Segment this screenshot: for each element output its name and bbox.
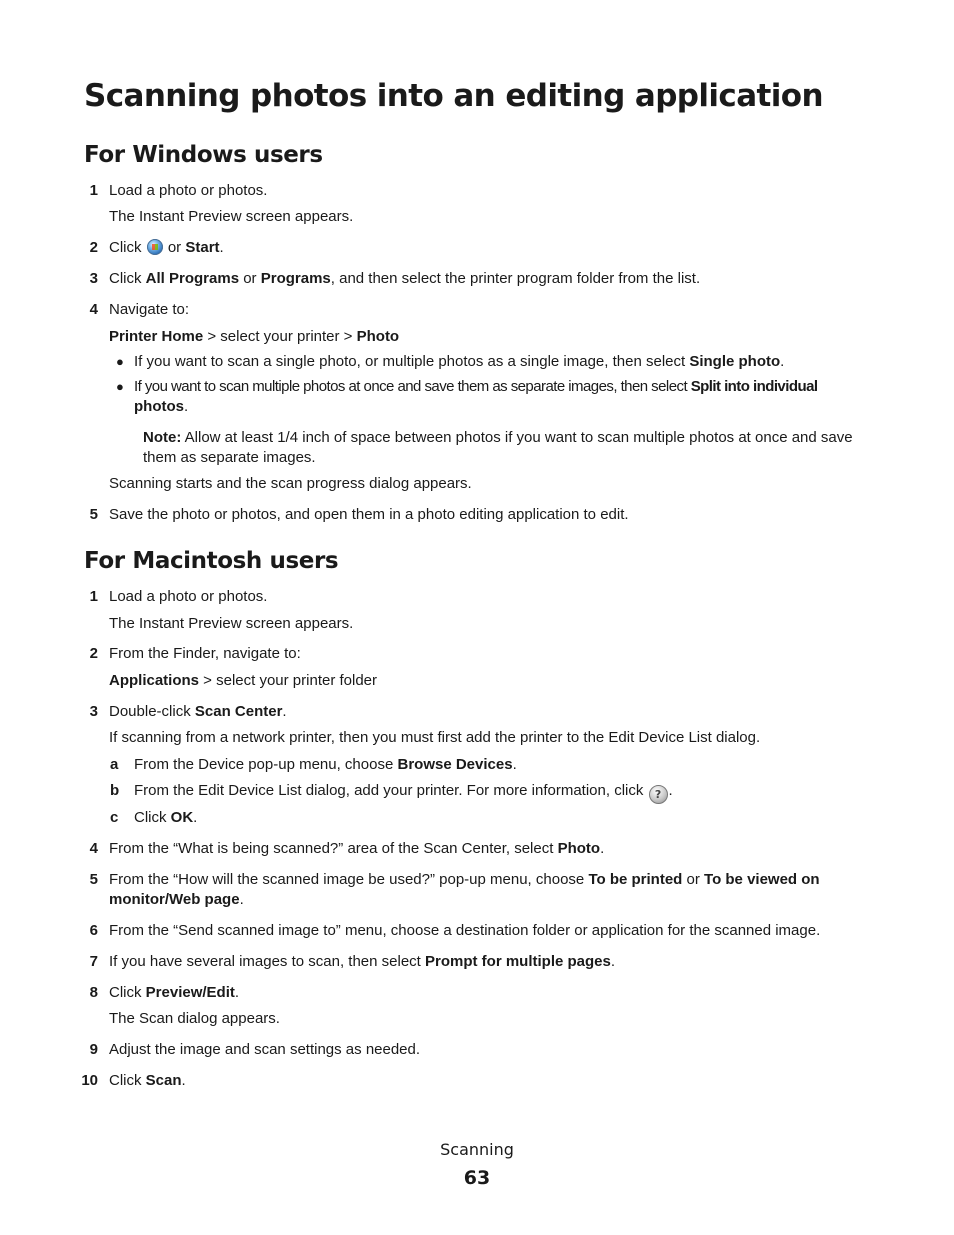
step-number: 3: [89, 703, 98, 720]
navigation-path: Applications > select your printer folder: [109, 672, 378, 689]
windows-start-icon: [147, 239, 163, 255]
step-number: 8: [89, 984, 98, 1001]
bullet-text: If you want to scan multiple photos at once and save them as separate images, then select Split into individual: [134, 378, 818, 395]
step-text: Adjust the image and scan settings as needed.: [109, 1041, 421, 1058]
step-text: Load a photo or photos.: [109, 588, 268, 605]
step-text: If you have several images to scan, then select Prompt for multiple pages.: [109, 953, 616, 970]
step-text: From the “What is being scanned?” area of the Scan Center, select Photo.: [109, 840, 605, 857]
step-text: Click All Programs or Programs, and then select the printer program folder from the list.: [109, 270, 701, 287]
substep-letter: a: [110, 756, 119, 773]
step-text: Double-click Scan Center.: [109, 703, 287, 720]
step-number: 3: [89, 270, 98, 287]
navigation-path: Printer Home > select your printer > Photo: [109, 328, 400, 345]
section-heading-macintosh: For Macintosh users: [84, 548, 339, 574]
step-text: From the “Send scanned image to” menu, choose a destination folder or application for the scanned image.: [109, 922, 821, 939]
bullet-text: If you want to scan a single photo, or multiple photos as a single image, then select Single photo.: [134, 353, 785, 370]
step-text: Load a photo or photos.: [109, 182, 268, 199]
step-subtext: The Instant Preview screen appears.: [109, 615, 354, 632]
footer-section-name: Scanning: [440, 1140, 514, 1159]
step-subtext: Scanning starts and the scan progress dialog appears.: [109, 475, 472, 492]
step-number: 9: [89, 1041, 98, 1058]
step-text: Click Scan.: [109, 1072, 186, 1089]
bullet-text-continued: photos.: [134, 398, 189, 415]
step-number: 5: [89, 871, 98, 888]
step-text: From the “How will the scanned image be used?” pop-up menu, choose To be printed or To be viewed on: [109, 871, 820, 888]
step-subtext: If scanning from a network printer, then you must first add the printer to the Edit Device List dialog.: [109, 729, 761, 746]
step-number: 2: [89, 645, 98, 662]
step-text: Click Preview/Edit.: [109, 984, 240, 1001]
step-number: 2: [89, 239, 98, 256]
step-number: 4: [89, 840, 98, 857]
step-subtext: The Instant Preview screen appears.: [109, 208, 354, 225]
note-text-continued: them as separate images.: [143, 449, 316, 466]
substep-text: From the Edit Device List dialog, add your printer. For more information, click ? .: [134, 781, 673, 804]
section-heading-windows: For Windows users: [84, 142, 323, 168]
step-number: 4: [89, 301, 98, 318]
step-number: 6: [89, 922, 98, 939]
bullet-marker: ●: [116, 379, 124, 394]
page-title: Scanning photos into an editing application: [84, 78, 823, 114]
step-text: Click or Start.: [109, 239, 224, 256]
help-icon: ?: [649, 785, 668, 804]
step-number: 5: [89, 506, 98, 523]
step-text: From the Finder, navigate to:: [109, 645, 301, 662]
step-number: 1: [89, 588, 98, 605]
substep-text: Click OK.: [134, 809, 198, 826]
note-text: Note: Allow at least 1/4 inch of space between photos if you want to scan multiple photos at once and save: [143, 429, 853, 446]
step-number: 7: [89, 953, 98, 970]
substep-letter: c: [110, 809, 119, 826]
page-number: 63: [463, 1167, 491, 1189]
step-text: Save the photo or photos, and open them in a photo editing application to edit.: [109, 506, 629, 523]
step-text: Navigate to:: [109, 301, 190, 318]
step-subtext: The Scan dialog appears.: [109, 1010, 280, 1027]
substep-text: From the Device pop-up menu, choose Browse Devices.: [134, 756, 517, 773]
step-number: 1: [89, 182, 98, 199]
substep-letter: b: [110, 782, 120, 799]
bullet-marker: ●: [116, 354, 124, 369]
step-number: 10: [81, 1072, 98, 1089]
step-text-continued: monitor/Web page.: [109, 891, 244, 908]
